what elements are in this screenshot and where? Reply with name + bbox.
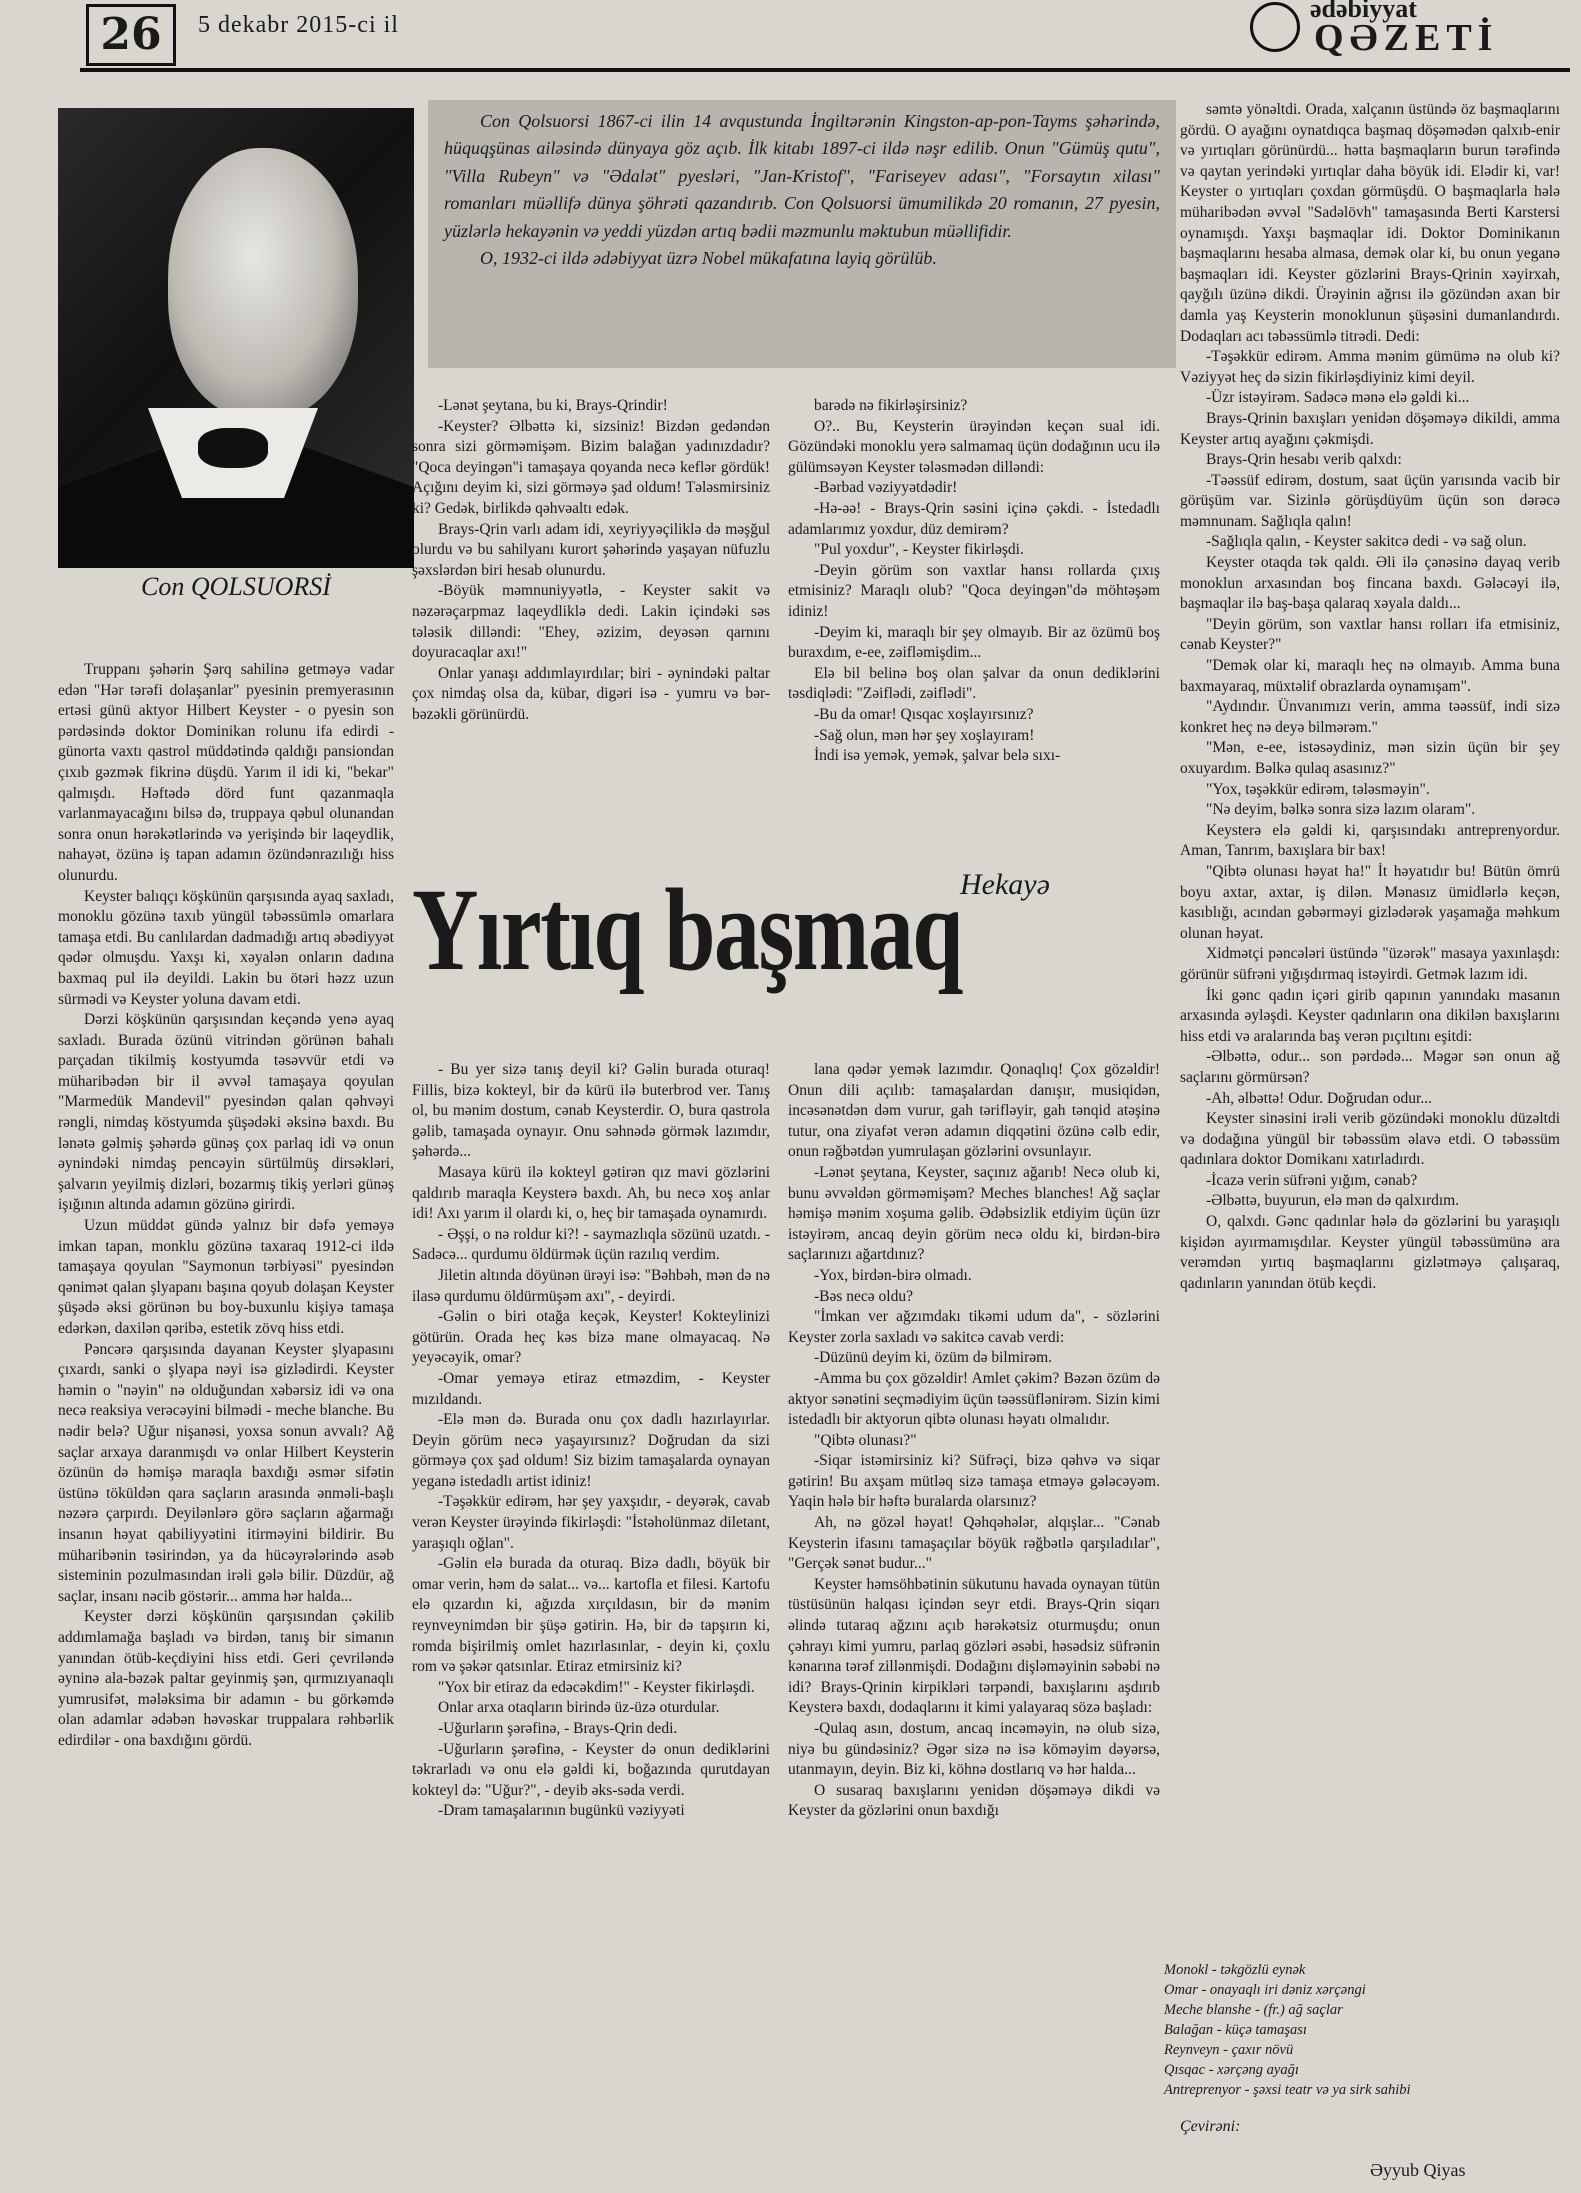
column-2-bottom bbox=[412, 1060, 770, 2180]
page-header bbox=[80, 0, 1570, 72]
paragraph: Keyster sinəsini irəli verib gözündəki monoklu düzəltdi və dodağına yüngül bir təbəssüm əlavə etdi. O təbəssüm qadınlara doktor Domikanı xatırladırdı. bbox=[1180, 1110, 1560, 1169]
paragraph: -Üzr istəyirəm. Sadəcə mənə elə gəldi ki... bbox=[1206, 389, 1470, 407]
paragraph: Keyster balıqçı köşkünün qarşısında ayaq saxladı, monoklu gözünə taxıb yüngül təbəssümlə omarlara tamaşa etdi. Bu canlılardan dadmadığı artıq əbədiyyət qədər olmuşdu. Yaxşı ki, xəyalən onların dadına baxmaq pul ilə deyildi. Lakin bu ötəri həzz uzun sürmədi və Keyster yoluna davam etdi. bbox=[58, 887, 394, 1008]
paragraph: -Deyim ki, maraqlı bir şey olmayıb. Bir az özümü boş buraxdım, e-ee, zəifləmişdim... bbox=[788, 623, 1160, 662]
masthead-bottom-word: QƏZETİ bbox=[1314, 17, 1499, 59]
paragraph: -Lənət şeytana, bu ki, Brays-Qrindir! bbox=[438, 397, 668, 414]
paragraph: -Təəssüf edirəm, dostum, saat üçün yarısında vacib bir görüşüm var. Sizinlə görüşdüyüm üçün son dərəcə məmnunam. Sağlıqla qalın! bbox=[1180, 471, 1560, 530]
paragraph: Dərzi köşkünün qarşısından keçəndə yenə ayaq saxladı. Burada özünü vitrindən görünən bahalı parçadan tikilmiş kostyumda təsəvvür etdi və müharibədən bir il əvvəl tamaşaya qoyulan "Marmedük Mandevil" pyesindən qalan qəhvəyi rəngli, nimdaş köstyumda şüşədəki əksinə baxdı. Bu lənətə gəlmiş şəhərdə günəş çox parlaq idi və onun əynindəki nimdaş pencəyin sürtülmüş dirsəkləri, şalvarın yeyilmiş dizləri, bozarmış tikiş yerləri günəş işığının altında adamın gözünə girirdi. bbox=[58, 1011, 394, 1214]
paragraph: Brays-Qrin hesabı verib qalxdı: bbox=[1206, 451, 1402, 469]
paragraph: "Pul yoxdur", - Keyster fikirləşdi. bbox=[814, 541, 1024, 559]
paragraph: -Siqar istəmirsiniz ki? Süfrəçi, bizə qəhvə və siqar gətirin! Bu axşam mütləq sizə tamaşa etməyə gələcəyəm. Yaqin hələ bir həftə buralarda olarsınız? bbox=[788, 1452, 1160, 1511]
column-3-top bbox=[788, 396, 1160, 832]
paragraph: barədə nə fikirləşirsiniz? bbox=[814, 397, 968, 414]
column-4 bbox=[1180, 100, 1560, 1950]
paragraph: -Əlbəttə, buyurun, elə mən də qalxırdım. bbox=[1206, 1192, 1460, 1210]
story-title: Yırtıq başmaq bbox=[412, 864, 962, 995]
paragraph: -Dram tamaşalarının bugünkü vəziyyəti bbox=[438, 1802, 685, 1820]
paragraph: O, qalxdı. Gənc qadınlar hələ də gözlərini bu yaraşıqlı kişidən ayırmamışdılar. Keyster yüngül təbəssümünə ara verəmdən yırtıq başmaqlarını gizlətməyə çalışaraq, qadınların yanından ötüb keçdi. bbox=[1180, 1213, 1560, 1292]
paragraph: Onlar arxa otaqların birində üz-üzə oturdular. bbox=[438, 1699, 720, 1717]
issue-date: 5 dekabr 2015-ci il bbox=[198, 12, 399, 38]
footnotes bbox=[1164, 1960, 1564, 2100]
portrait-bowtie bbox=[198, 428, 268, 468]
intro-paragraph: O, 1932-ci ildə ədəbiyyat üzrə Nobel mükafatına layiq görülüb. bbox=[480, 248, 937, 269]
paragraph: O susaraq baxışlarını yenidən döşəməyə dikdi və Keyster da gözlərini onun baxdığı bbox=[788, 1781, 1160, 1820]
paragraph: -Deyin görüm son vaxtlar hansı rollarda çıxış etmisiniz? Maraqlı olub? "Qoca deyingən"də möhtəşəm idiniz! bbox=[788, 561, 1160, 620]
paragraph: Onlar yanaşı addımlayırdılar; biri - əynindəki paltar çox nimdaş olsa da, kübar, digəri isə - yumru və bər-bəzəkli görünürdü. bbox=[412, 664, 770, 723]
footnote: Balağan - küçə tamaşası bbox=[1164, 2022, 1307, 2038]
paragraph: -Sağlıqla qalın, - Keyster sakitcə dedi - və sağ olun. bbox=[1206, 533, 1527, 551]
author-intro-box bbox=[428, 100, 1176, 368]
paragraph: Keyster həmsöhbətinin sükutunu havada oynayan tütün tüstüsünün halqası içindən seyr etdi. Brays-Qrin siqarı əlində tutaraq ağzını açıb hərəkətsiz oturmuşdu; onun çəhrayı kimi yumru, parlaq gözləri əsəbi, həsədsiz süfrənin kənarına tərəf zillənmişdi. Dodağını dişləməyinin səbəbi nə idi? Brays-Qrinin kirpikləri tərpəndi, baxışlarını aşdırıb Keysterə baxdı, dodaqlarını it kimi yalayaraq sözə başladı: bbox=[788, 1575, 1160, 1717]
paragraph: "Aydındır. Ünvanımızı verin, amma təəssüf, indi sizə konkret heç nə deyə bilmərəm." bbox=[1180, 698, 1560, 736]
paragraph: -Bu da omar! Qısqac xoşlayırsınız? bbox=[814, 705, 1034, 723]
paragraph: -Gəlin o biri otağa keçək, Keyster! Kokteylinizi götürün. Orada heç kəs bizə mane olmayacaq. Nə yeyəcəyik, omar? bbox=[412, 1308, 770, 1367]
paragraph: -Ah, əlbəttə! Odur. Doğrudan odur... bbox=[1206, 1089, 1432, 1107]
paragraph: Pəncərə qarşısında dayanan Keyster şlyapasını çıxardı, sanki o şlyapa nəyi isə gizlədirdi. Keyster həmin o "nəyin" nə olduğundan xəbərsiz idi və ona necə reaksiya verəcəyini bilmədi - meche blanche. Bu nədir belə? Uğur nişanəsi, yoxsa sonun avvalı? Ağ saçlar arxaya daranmışdı və onlar Hilbert Keysterin özünün də həmişə maraqla baxdığı əsmər sifətin üstünə töküldən qara saçların arasında ənməli-başlı nəzərə çarpırdı. Deyilənlərə görə saçların ağarmağı insanın həyat qabiliyyətini itirməyini bildirir. Bu müharibənin təsirindən, ya da hücəyrələrində asəb sisteminin pozulmasından irəli gələ bilir. Düzdür, ağ saçlar, insanı nəcib göstərir... amma hər halda... bbox=[58, 1340, 394, 1605]
portrait-caption: Con QOLSUORSİ bbox=[141, 572, 331, 601]
paragraph: Keysterə elə gəldi ki, qarşısındakı antreprenyordur. Aman, Tanrım, baxışlara bir bax! bbox=[1180, 821, 1560, 860]
paragraph: Jiletin altında döyünən ürəyi isə: "Bəhbəh, mən də nə ilasə qurdumu öldürmüşəm axı", - deyirdi. bbox=[412, 1266, 770, 1305]
paragraph: -Elə mən də. Burada onu çox dadlı hazırlayırlar. Deyin görüm necə yaşayırsınız? Doğrudan da sizi görməyə çox şad oldum! Siz bizim tamaşalarda oynayan yeganə istedadlı artist idiniz! bbox=[412, 1411, 770, 1490]
footnote: Antreprenyor - şəxsi teatr və ya sirk sahibi bbox=[1164, 2082, 1411, 2098]
paragraph: -Hə-əə! - Brays-Qrin səsini içinə çəkdi. - İstedadlı adamlarımız yoxdur, düz demirəm? bbox=[788, 499, 1160, 538]
paragraph: Brays-Qrinin baxışları yenidən döşəməyə dikildi, amma Keyster artıq ayağını çəkmişdi. bbox=[1180, 409, 1560, 448]
paragraph: -Böyük məmnuniyyətlə, - Keyster sakit və nəzərəçarpmaz laqeydliklə dedi. Lakin içindəki səs tələsik dilləndi: "Ehey, əzizim, deyəsən qarnını doyuracaqlar axı!" bbox=[412, 582, 770, 662]
paragraph: - Əşşi, o nə roldur ki?! - saymazlıqla sözünü uzatdı. - Sadəcə... qurdumu öldürmək üçün razılıq verdim. bbox=[412, 1225, 770, 1264]
paragraph: "Deyin görüm, son vaxtlar hansı rolları ifa etmisiniz, cənab Keyster?" bbox=[1180, 615, 1560, 654]
paragraph: -Uğurların şərəfinə, - Keyster də onun dediklərini təkrarladı və onu elə gəldi ki, boğazında qurutdayan kokteyl də: "Uğur?", - deyib əks-səda verdi. bbox=[412, 1740, 770, 1799]
paragraph: "Yox bir etiraz da edəcəkdim!" - Keyster fikirləşdi. bbox=[438, 1678, 755, 1696]
page-number: 26 bbox=[86, 4, 176, 66]
paragraph: "Qibtə olunası həyat ha!" İt həyatıdır bu! Bütün ömrü boyu axtar, axtar, iş dilən. Mənasız ümidlərlə keçən, kasıblığı, acından gəbərməyi gizlədərək yaşamağa məhkum olunan həyat. bbox=[1180, 862, 1560, 942]
paragraph: "Demək olar ki, maraqlı heç nə olmayıb. Amma buna baxmayaraq, müxtəlif obrazlarda oynamışam". bbox=[1180, 657, 1560, 695]
paragraph: Truppanı şəhərin Şərq sahilinə getməyə vadar edən "Hər tərəfi dolaşanlar" pyesinin premyerasının ertəsi günü aktyor Hilbert Keyster - o pyesin son pərdəsində doktor Dominikan rolunu ifa edirdi - günorta vaxtı qastrol müddətində qaldığı pansiondan çıxıb gəzmək fikrinə düşdü. Yarım il idi ki, "bekar" qalmışdı. Həftədə dörd funt qazanmaqla varlanmayacağını bilsə də, truppaya qəbul olunandan sonra onun hərəkətlərində və yerişində bir laqeydlik, nahayət, özünə iş tapan adamın özündənrazılığı hiss olunurdu. bbox=[58, 661, 394, 884]
story-title-block bbox=[412, 840, 1152, 1030]
column-1 bbox=[58, 660, 394, 2180]
footnote: Reynveyn - çaxır növü bbox=[1164, 2042, 1294, 2058]
footnote: Monokl - təkgözlü eynək bbox=[1164, 1962, 1306, 1978]
paragraph: "Nə deyim, bəlkə sonra sizə lazım olaram". bbox=[1206, 801, 1476, 819]
paragraph: - Bu yer sizə tanış deyil ki? Gəlin burada oturaq! Fillis, bizə kokteyl, bir də kürü ilə buterbrod ver. Tanış ol, bu mənim dostum, cənab Keysterdir. O, bura qastrola gəlib, tamaşada oynayır. Onu səhnədə görmək lazımdır, şəhərdə... bbox=[412, 1061, 770, 1161]
intro-paragraph: Con Qolsuorsi 1867-ci ilin 14 avqustunda İngiltərənin Kingston-ap-pon-Tayms şəhərində, hüquqşünas ailəsində dünyaya göz açıb. İlk kitabı 1897-ci ildə nəşr edilib. Onun "Gümüş qutu", "Villa Rubeyn" və "Ədalət" pyesləri, "Jan-Kristof", "Fariseyev adası", "Forsaytın xilası" romanları müəllifə dünya şöhrəti qazandırıb. Con Qolsuorsi ümumilikdə 20 romanın, 27 pyesin, yüzlərlə hekayənin və yeddi yüzdən artıq bədii məzmunlu məktubun müəllifidir. bbox=[444, 111, 1160, 241]
paragraph: Xidmətçi pəncələri üstündə "üzərək" masaya yaxınlaşdı: görünür süfrəni yığışdırmaq istəyirdi. Getmək lazım idi. bbox=[1180, 945, 1560, 983]
paragraph: -İcazə verin süfrəni yığım, cənab? bbox=[1206, 1171, 1418, 1189]
footnote: Omar - onayaqlı iri dəniz xərçəngi bbox=[1164, 1982, 1366, 1998]
paragraph: -Keyster? Əlbəttə ki, sizsiniz! Bizdən gedəndən sonra sizi görməmişəm. Bizim balağan yadınızdadır? "Qoca deyingən"i tamaşaya qoyanda necə keflər gördük! Açığını deyim ki, sizi görməyə şad oldum! Tələsmirsiniz ki? Gedək, birlikdə qəhvəaltı edək. bbox=[412, 417, 770, 517]
paragraph: -Düzünü deyim ki, özüm də bilmirəm. bbox=[814, 1349, 1053, 1367]
paragraph: -Yox, birdən-birə olmadı. bbox=[814, 1266, 972, 1284]
paragraph: -Təşəkkür edirəm, hər şey yaxşıdır, - deyərək, cavab verən Keyster ürəyində fikirləşdi: "İstəholünmaz diletant, yaraşıqlı oğlan". bbox=[412, 1493, 770, 1552]
column-2-top bbox=[412, 396, 770, 832]
paragraph: səmtə yönəltdi. Orada, xalçanın üstündə öz başmaqlarını gördü. O ayağını oynatdıqca başmaq döşəmədən qalxıb-enir və yırtıqları görünürdü... hətta başmaqların burun tərəfində və qaytan yerindəki yırtıqlar daha böyük idi. Elədir ki, var! Keyster o yırtıqları çoxdan görmüşdü. O başmaqlarla hələ müharibədən əvvəl "Sadəlövh" tamaşasında Berti Karstersi oynamışdı. Yaxşı başmaqlar idi. Doktor Dominikanın başmaqlarını hesaba almasa, demək olar ki, bu onun yeganə başmaqları idi. Keyster gözlərini Brays-Qrinin xəyirxah, qayğılı üzünə dikdi. Ürəyinin ağrısı ilə gözündən axan bir damla yaş Keysterin monoklunun şüşəsini dumanlandırdı. Dodaqları acı təbəssümlə titrədi. Dedi: bbox=[1180, 101, 1560, 345]
paragraph: Keyster otaqda tək qaldı. Əli ilə çənəsinə dayaq verib monoklun arxasından boş fincana baxdı. Gələcəyi ilə, başmaqlar ilə baş-başa qalaraq xəyala daldı... bbox=[1180, 554, 1560, 613]
column-3-bottom bbox=[788, 1060, 1160, 2180]
paragraph: -Əlbəttə, odur... son pərdədə... Məgər sən onun ağ saçlarını görmürsən? bbox=[1180, 1048, 1560, 1086]
paragraph: -Uğurların şərəfinə, - Brays-Qrin dedi. bbox=[438, 1720, 678, 1737]
paragraph: -Bəs necə oldu? bbox=[814, 1287, 913, 1305]
genre-label: Hekayə bbox=[960, 868, 1050, 901]
paragraph: -Omar yeməyə etiraz etməzdim, - Keyster mızıldandı. bbox=[412, 1369, 770, 1408]
paragraph: "Yox, təşəkkür edirəm, tələsməyin". bbox=[1206, 780, 1430, 798]
paragraph: Brays-Qrin varlı adam idi, xeyriyyəçiliklə də məşğul olurdu və bu sahilyanı kurort şəhərində yaşayan nüfuzlu şəxslərdən biri hesab olunurdu. bbox=[412, 520, 770, 579]
globe-icon bbox=[1250, 2, 1300, 52]
paragraph: O?.. Bu, Keysterin ürəyindən keçən sual idi. Gözündəki monoklu yerə salmamaq üçün dodağının ucu ilə gülümsəyən Keyster tələsmədən dilləndi: bbox=[788, 417, 1160, 476]
paragraph: -Sağ olun, mən hər şey xoşlayıram! bbox=[814, 726, 1035, 744]
paragraph: "Mən, e-ee, istəsəydiniz, mən sizin üçün bir şey oxuyardım. Bəlkə qulaq asasınız?" bbox=[1180, 739, 1560, 777]
footnote: Meche blanshe - (fr.) ağ saçlar bbox=[1164, 2002, 1343, 2018]
author-portrait bbox=[58, 108, 414, 568]
masthead-top-word: ədəbiyyat bbox=[1310, 0, 1417, 23]
translator-name: Əyyub Qiyas bbox=[1370, 2160, 1466, 2180]
paragraph: İndi isə yemək, yemək, şalvar belə sıxı- bbox=[814, 747, 1061, 765]
paragraph: Elə bil belinə boş olan şalvar da onun dediklərini təsdiqlədi: "Zəiflədi, zəiflədi". bbox=[788, 664, 1160, 703]
paragraph: Masaya kürü ilə kokteyl gətirən qız mavi gözlərini qaldırıb maraqla Keysterə baxdı. Ah, bu necə xoş anlar idi! Axı yarım il olardı ki, o, heç bir tamaşada oynamırdı. bbox=[412, 1163, 770, 1223]
paragraph: Uzun müddət gündə yalnız bir dəfə yeməyə imkan tapan, monklu gözünə taxaraq 1912-ci ildə tamaşaya qoyulan "Saymonun tərbiyəsi" pyesindən qənimət qalan şlyapanı başına qoyub dolaşan Keyster şüşədə əksi görünən bu boy-buxunlu kişiyə tamaşa edərkən, daxilən qəribə, estetik zövq hiss etdi. bbox=[58, 1217, 394, 1337]
masthead-logo bbox=[1250, 0, 1530, 60]
paragraph: Keyster dərzi köşkünün qarşısından çəkilib addımlamağa başladı və birdən, tanış bir simanın yanından ötüb-keçdiyini hiss etdi. Geri çevriləndə əyninə ala-bəzək paltar geyinmiş şən, qırmızıyanaqlı yumrusifət, mələksima bir adamın - bu görkəmdə olan adamlar ədəbən həvəskar truppalara rəhbərlik edirdilər - ona baxdığını gördü. bbox=[58, 1608, 394, 1749]
paragraph: "Qibtə olunası?" bbox=[814, 1431, 917, 1449]
paragraph: -Bərbad vəziyyətdədir! bbox=[814, 479, 958, 497]
portrait-face bbox=[168, 148, 358, 418]
translator-label: Çevirəni: bbox=[1180, 2118, 1241, 2135]
paragraph: -Qulaq asın, dostum, ancaq incəməyin, nə olub sizə, niyə bu gündəsiniz? Əgər sizə nə isə köməyim dəyərsə, utanmayın, deyin. Biz ki, köhnə dostlarıq və hər halda... bbox=[788, 1720, 1160, 1779]
paragraph: -Lənət şeytana, Keyster, saçınız ağarıb! Necə olub ki, bunu əvvəldən görməmişəm? Meches blanches! Ağ saçlar həmişə mənim xoşuma gəlib. Ədəbsizlik etdiyim üçün üzr istəyirəm, ancaq deyin görüm necə oldu ki, birdən-birə saçlarınızı ağartdınız? bbox=[788, 1163, 1160, 1264]
paragraph: -Gəlin elə burada da oturaq. Bizə dadlı, böyük bir omar verin, həm də salat... və... kartofla et filesi. Kartofu elə qızardın ki, ağızda xırçıldasın, bir də mənim reynveynimdən bir şüşə gətirin. Hə, bir də tapşırın ki, romda bişirilmiş omlet hazırlasınlar, - deyin ki, çoxlu rom və şəkər qatsınlar. Etiraz etmirsiniz ki? bbox=[412, 1555, 770, 1676]
paragraph: Ah, nə gözəl həyat! Qəhqəhələr, alqışlar... "Cənab Keysterin ifasını tamaşaçılar böyük rəğbətlə qarşıladılar", "Gerçək sənət budur..." bbox=[788, 1514, 1160, 1573]
paragraph: İki gənc qadın içəri girib qapının yanındakı masanın arxasında əyləşdi. Keyster qadınların ona dikilən baxışlarını hiss etdi və aralarında baş verən pıçıltını eşitdi: bbox=[1180, 986, 1560, 1045]
paragraph: -Təşəkkür edirəm. Amma mənim gümümə nə olub ki? Vəziyyət heç də sizin fikirləşdiyiniz kimi deyil. bbox=[1180, 348, 1560, 386]
paragraph: -Amma bu çox gözəldir! Amlet çəkim? Bəzən özüm də aktyor sənətini seçmədiyim üçün təəssüflənirəm. Sizin kimi istedadlı bir aktyorun qibtə olunası həyatı olmalıdır. bbox=[788, 1369, 1160, 1429]
paragraph: lana qədər yemək lazımdır. Qonaqlıq! Çox gözəldir! Onun dili açılıb: tamaşalardan danışır, musiqidən, incəsənətdən dəm vurur, gah tərifləyir, gah tənqid atəşinə tutur, ona ziyafət verən adamın diqqətini özünə cəlb edir, onun rəğbətdən yumrulaşan gözlərini ovsunlayır. bbox=[788, 1061, 1160, 1161]
paragraph: "İmkan ver ağzımdakı tikəmi udum da", - sözlərini Keyster zorla saxladı və sakitcə cavab verdi: bbox=[788, 1308, 1160, 1346]
footnote: Qısqac - xərçəng ayağı bbox=[1164, 2062, 1299, 2078]
